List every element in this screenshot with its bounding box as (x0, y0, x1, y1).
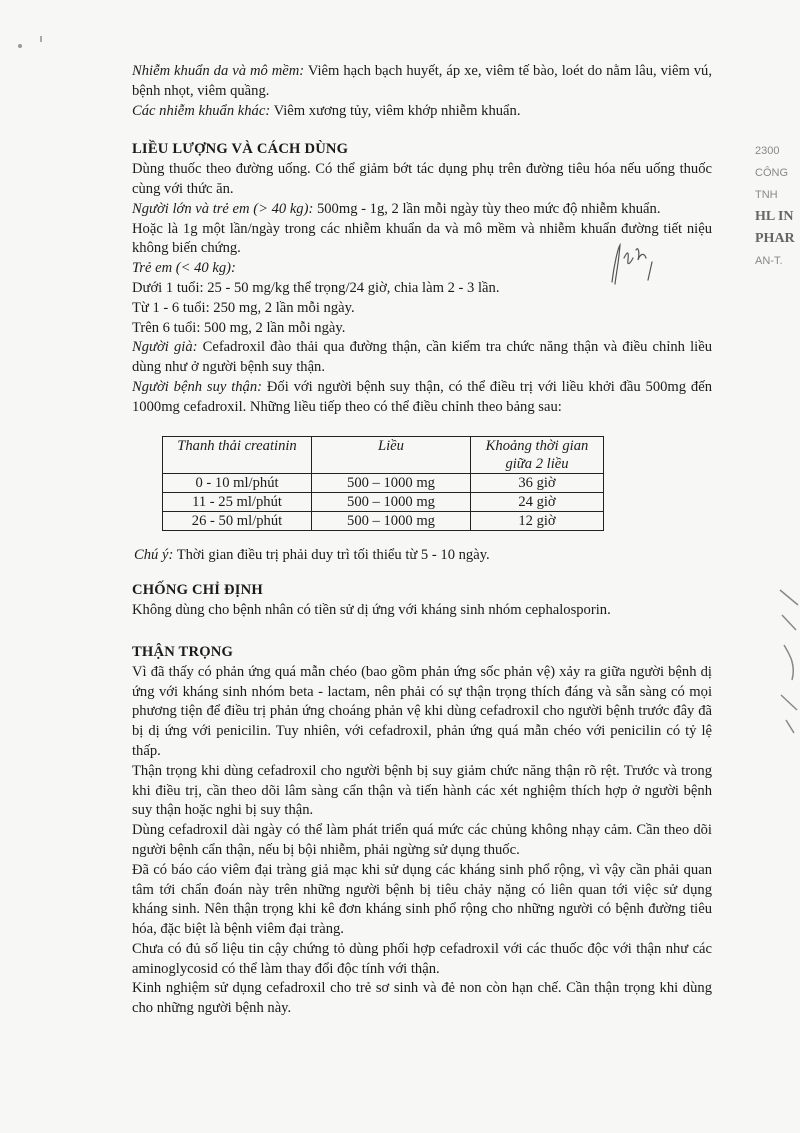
precaution-paragraph: Thận trọng khi dùng cefadroxil cho người bệnh bị suy giảm chức năng thận rõ rệt. Trước và trong khi điều trị, cần theo dõi lâm sàng cẩn thận và tiến hành các xét nghiệm thích hợp ở người bệnh suy thận hoặc nghi bị suy thận. (132, 762, 712, 819)
dosage-child-2: Từ 1 - 6 tuổi: 250 mg, 2 lần mỗi ngày. (132, 299, 355, 316)
stamp-line: CÔNG (755, 167, 788, 179)
dosage-adult (132, 200, 712, 220)
dosage-note (134, 546, 712, 566)
precaution-paragraph: Vì đã thấy có phản ứng quá mẫn chéo (bao gồm phản ứng sốc phản vệ) xảy ra giữa người bệnh dị ứng với kháng sinh nhóm beta - lactam, nên phải có sự thận trọng thích đáng và sẵn sàng có mọi phương tiện để điều trị phản ứng choáng phản vệ khi dùng cefadroxil cho người bệnh trước đây đã bị dị ứng với penicilin. Tuy nhiên, với cefadroxil, phản ứng quá mẫn chéo với penicilin có tỷ lệ thấp. (132, 663, 712, 759)
table-row (163, 492, 604, 511)
dosage-child-3: Trên 6 tuổi: 500 mg, 2 lần mỗi ngày. (132, 319, 346, 336)
scan-speck (18, 44, 22, 48)
precaution-paragraph: Dùng cefadroxil dài ngày có thể làm phát triển quá mức các chủng không nhạy cảm. Cần theo dõi người bệnh cẩn thận, nếu bị bội nhiễm, phải ngừng sử dụng thuốc. (132, 822, 712, 858)
table-header-row (163, 436, 604, 473)
edge-stamp-fragment (778, 585, 800, 735)
stamp-line: PHAR (755, 231, 795, 246)
precaution-paragraph: Chưa có đủ số liệu tin cậy chứng tỏ dùng phối hợp cefadroxil với các thuốc độc với thận như các aminoglycosid có thể làm thay đổi độc tính với thận. (132, 940, 712, 977)
handwritten-signature (600, 240, 680, 290)
dosage-adult-label: Người lớn và trẻ em (> 40 kg): (132, 200, 314, 217)
stamp-line: 2300 (755, 145, 780, 157)
indication-skin (132, 62, 712, 102)
dosage-renal-label: Người bệnh suy thận: (132, 378, 263, 395)
company-stamp (755, 140, 800, 290)
table-cell: 11 - 25 ml/phút (163, 492, 312, 511)
indication-skin-text: Viêm hạch bạch huyết, áp xe, viêm tế bào, loét do nằm lâu, viêm vú, bệnh nhọt, viêm quầng. (132, 63, 712, 99)
dosage-child-1: Dưới 1 tuổi: 25 - 50 mg/kg thể trọng/24 giờ, chia làm 2 - 3 lần. (132, 279, 500, 296)
dosage-renal-text: Đối với người bệnh suy thận, có thể điều trị với liều khởi đầu 500mg đến 1000mg cefadroxil. Những liều tiếp theo có thể điều chỉnh theo bảng sau: (132, 378, 712, 415)
table-cell: 24 giờ (471, 492, 604, 511)
table-cell: 26 - 50 ml/phút (163, 511, 312, 530)
stamp-line: TNH (755, 189, 778, 201)
stamp-line: HL IN (755, 209, 794, 224)
dosage-heading: LIỀU LƯỢNG VÀ CÁCH DÙNG (132, 141, 349, 158)
indication-other-text: Viêm xương tủy, viêm khớp nhiễm khuẩn. (270, 102, 521, 119)
table-cell: 500 – 1000 mg (312, 473, 471, 492)
table-header-interval: Khoảng thời gian giữa 2 liều (471, 436, 604, 473)
indications-continued (132, 62, 712, 121)
dosage-renal (132, 378, 712, 418)
renal-dose-table (162, 436, 604, 531)
table-header-dose: Liều (312, 436, 471, 473)
table-cell: 0 - 10 ml/phút (163, 473, 312, 492)
dosage-elderly-label: Người già: (132, 339, 198, 356)
dosage-child-label-text: Trẻ em (< 40 kg): (132, 260, 236, 277)
dosage-elderly (132, 338, 712, 378)
table-row (163, 473, 604, 492)
indication-other-label: Các nhiễm khuẩn khác: (132, 102, 271, 119)
table-row (163, 511, 604, 530)
dosage-note-label: Chú ý: (134, 546, 174, 563)
table-cell: 500 – 1000 mg (312, 492, 471, 511)
dosage-alt: Hoặc là 1g một lần/ngày trong các nhiễm khuẩn da và mô mềm và nhiễm khuẩn đường tiết niệu không biến chứng. (132, 220, 712, 257)
dosage-intro: Dùng thuốc theo đường uống. Có thể giảm bớt tác dụng phụ trên đường tiêu hóa nếu uống thuốc cùng với thức ăn. (132, 161, 712, 197)
indication-other (132, 102, 712, 122)
table-cell: 36 giờ (471, 473, 604, 492)
contraindications-heading: CHỐNG CHỈ ĐỊNH (132, 582, 263, 599)
table-cell: 12 giờ (471, 511, 604, 530)
document-page (132, 62, 712, 1019)
dosage-note-text: Thời gian điều trị phải duy trì tối thiểu từ 5 - 10 ngày. (173, 546, 490, 563)
scan-speck (40, 36, 42, 42)
contraindications-text: Không dùng cho bệnh nhân có tiền sử dị ứng với kháng sinh nhóm cephalosporin. (132, 602, 611, 619)
indication-skin-label: Nhiễm khuẩn da và mô mềm: (132, 63, 305, 79)
precautions-heading: THẬN TRỌNG (132, 643, 234, 660)
precaution-paragraph: Kinh nghiệm sử dụng cefadroxil cho trẻ sơ sinh và đẻ non còn hạn chế. Cần thận trọng khi dùng cho những người bệnh này. (132, 980, 712, 1017)
table-cell: 500 – 1000 mg (312, 511, 471, 530)
precaution-paragraph: Đã có báo cáo viêm đại tràng giả mạc khi sử dụng các kháng sinh phổ rộng, vì vậy cần phải quan tâm tới chẩn đoán này trên những người bệnh bị tiêu chảy nặng có liên quan tới việc sử dụng kháng sinh. Nên thận trọng khi kê đơn kháng sinh phổ rộng cho những người có bệnh đường tiêu hóa, đặc biệt là bệnh viêm đại tràng. (132, 861, 712, 938)
table-header-clearance: Thanh thải creatinin (163, 436, 312, 473)
dosage-adult-text: 500mg - 1g, 2 lần mỗi ngày tùy theo mức độ nhiễm khuẩn. (313, 200, 661, 217)
stamp-line: AN-T. (755, 255, 783, 267)
dosage-elderly-text: Cefadroxil đào thải qua đường thận, cần kiểm tra chức năng thận và điều chỉnh liều dùng như ở người bệnh suy thận. (132, 339, 712, 376)
